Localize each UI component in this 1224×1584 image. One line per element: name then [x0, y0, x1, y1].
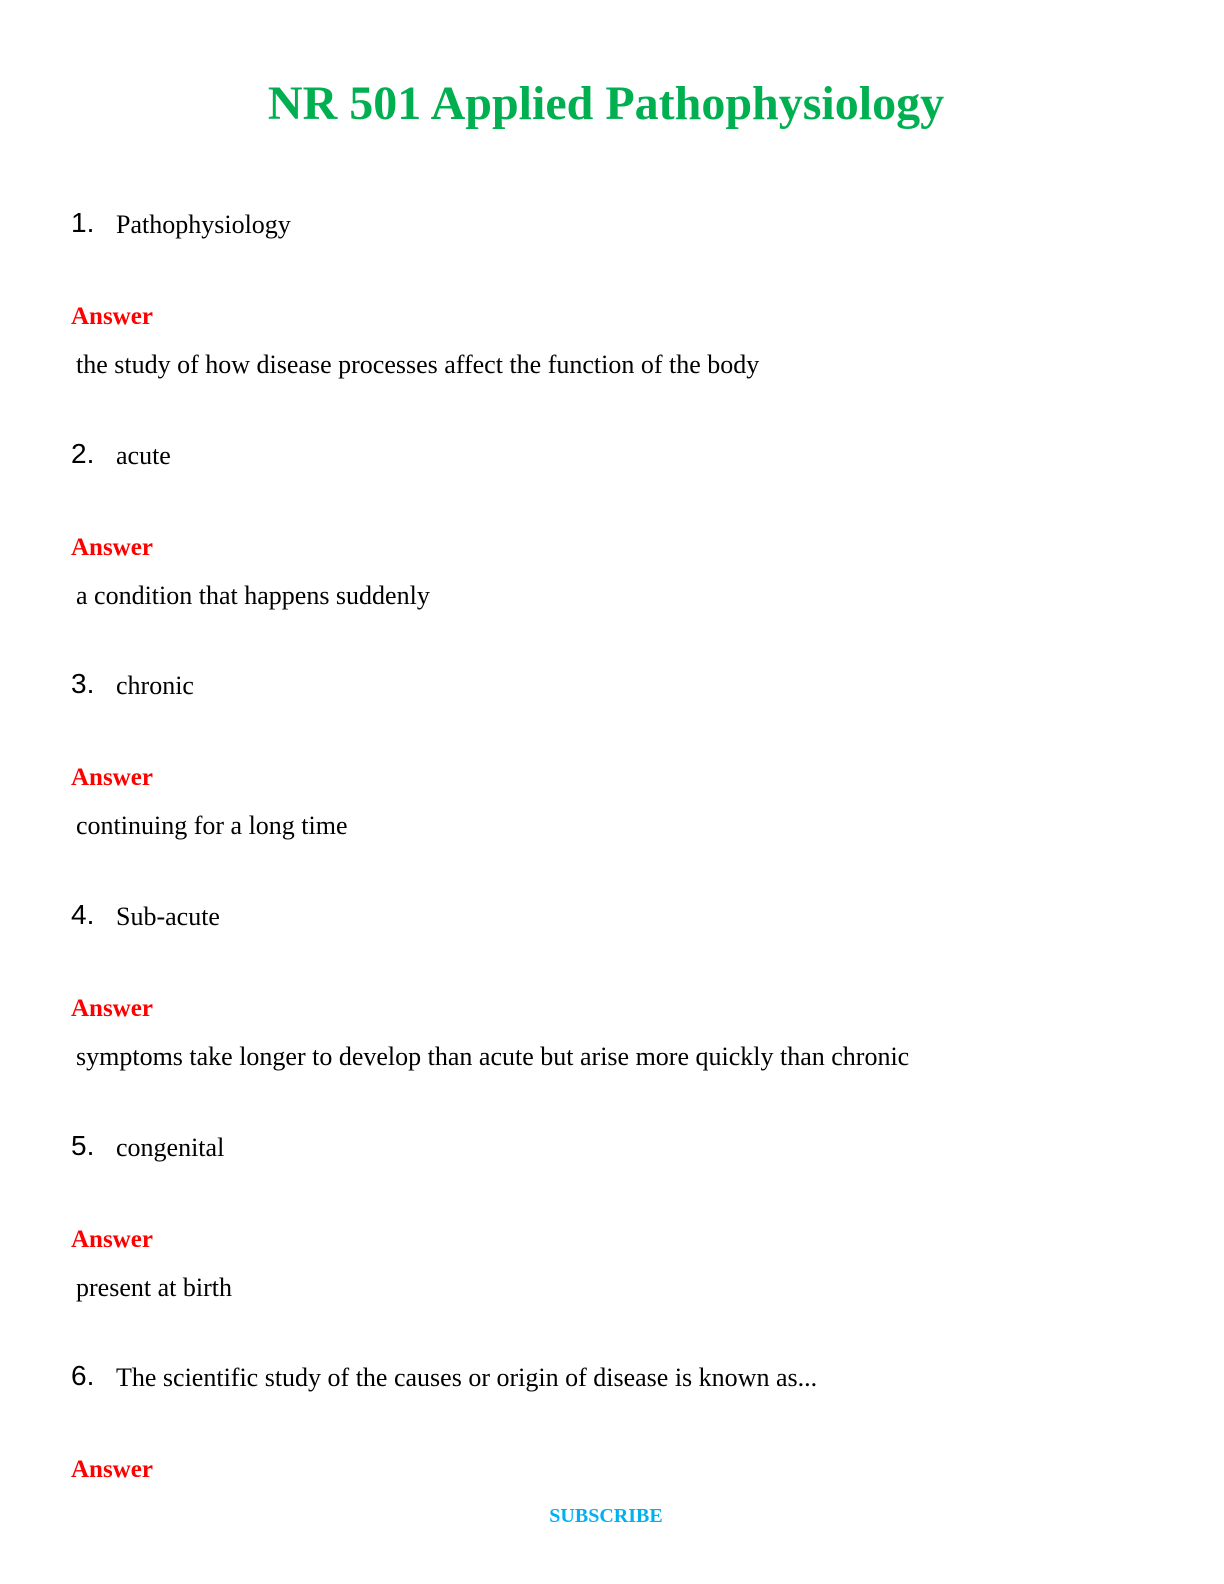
answer-text: symptoms take longer to develop than acute but arise more quickly than chronic	[76, 1042, 910, 1071]
question-block-6	[0, 1356, 1224, 1506]
question-term: congenital	[116, 1133, 225, 1162]
question-term: acute	[116, 441, 171, 470]
question-block-4	[0, 895, 1224, 1126]
question-block-2	[0, 434, 1224, 665]
question-number: 2.	[71, 438, 95, 469]
question-term: chronic	[116, 671, 194, 700]
question-block-3	[0, 664, 1224, 895]
document-title: NR 501 Applied Pathophysiology	[267, 77, 945, 130]
answer-label: Answer	[71, 764, 153, 791]
answer-text: a condition that happens suddenly	[76, 581, 430, 610]
question-block-1	[0, 203, 1224, 434]
question-number: 4.	[71, 899, 95, 930]
question-number: 5.	[71, 1130, 95, 1161]
question-number: 3.	[71, 668, 95, 699]
answer-text: present at birth	[76, 1273, 232, 1302]
question-term: The scientific study of the causes or origin of disease is known as...	[116, 1363, 818, 1392]
question-term: Pathophysiology	[116, 210, 291, 239]
answer-label: Answer	[71, 534, 153, 561]
answer-label: Answer	[71, 1456, 153, 1483]
answer-text: the study of how disease processes affect the function of the body	[76, 350, 760, 379]
subscribe-link[interactable]: SUBSCRIBE	[549, 1505, 663, 1527]
question-number: 1.	[71, 207, 95, 238]
answer-label: Answer	[71, 1226, 153, 1253]
answer-text: continuing for a long time	[76, 811, 348, 840]
question-term: Sub-acute	[116, 902, 220, 931]
question-block-5	[0, 1126, 1224, 1357]
answer-label: Answer	[71, 303, 153, 330]
answer-label: Answer	[71, 995, 153, 1022]
question-number: 6.	[71, 1360, 95, 1391]
